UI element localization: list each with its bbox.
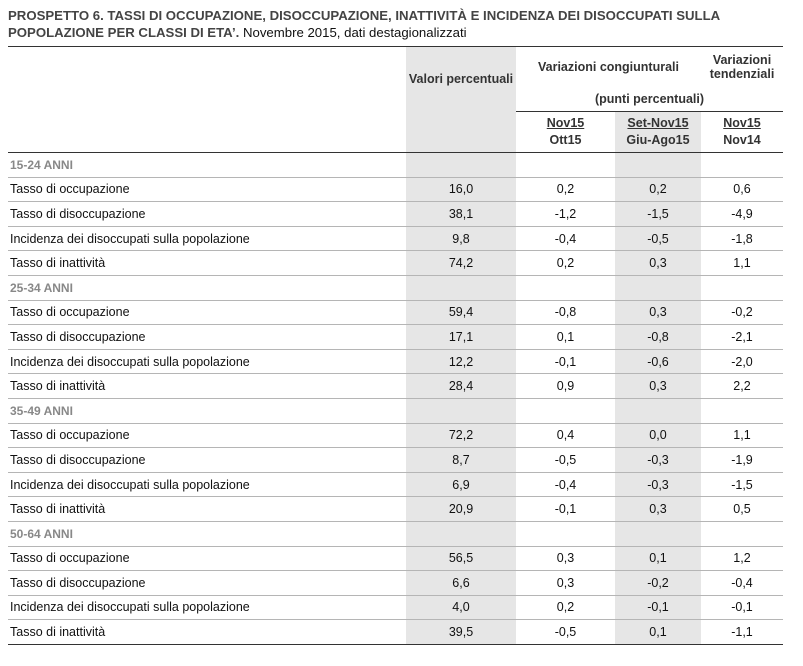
table-row <box>8 472 783 497</box>
value-cell: 0,6 <box>701 177 783 202</box>
value-cell: 0,3 <box>615 300 701 325</box>
value-cell: -1,5 <box>615 202 701 227</box>
data-table <box>8 46 783 645</box>
value-cell: -0,6 <box>615 349 701 374</box>
value-cell: 4,0 <box>406 595 516 620</box>
value-cell: -4,9 <box>701 202 783 227</box>
value-cell: 72,2 <box>406 423 516 448</box>
table-row <box>8 620 783 645</box>
value-cell: -1,1 <box>701 620 783 645</box>
row-label: Incidenza dei disoccupati sulla popolazione <box>8 595 406 620</box>
table-row <box>8 448 783 473</box>
table-body <box>8 153 783 645</box>
section-spacer-cell <box>615 398 701 423</box>
row-label: Tasso di inattività <box>8 251 406 276</box>
header-tendenziali: Variazioni tendenziali <box>701 47 783 88</box>
value-cell: -1,5 <box>701 472 783 497</box>
section-spacer-cell <box>516 521 615 546</box>
table-row <box>8 374 783 399</box>
value-cell: 39,5 <box>406 620 516 645</box>
value-cell: 17,1 <box>406 325 516 350</box>
header-punti: (punti percentuali) <box>594 92 705 106</box>
value-cell: -0,1 <box>516 349 615 374</box>
value-cell: 0,5 <box>701 497 783 522</box>
section-spacer-cell <box>406 153 516 178</box>
section-spacer-cell <box>516 398 615 423</box>
value-cell: 0,2 <box>516 177 615 202</box>
table-row <box>8 423 783 448</box>
value-cell: 12,2 <box>406 349 516 374</box>
row-label: Tasso di occupazione <box>8 300 406 325</box>
section-spacer-cell <box>701 275 783 300</box>
section-row <box>8 153 783 178</box>
value-cell: -0,2 <box>615 571 701 596</box>
value-cell: -0,1 <box>516 497 615 522</box>
section-spacer-cell <box>701 153 783 178</box>
value-cell: 1,1 <box>701 251 783 276</box>
value-cell: 8,7 <box>406 448 516 473</box>
value-cell: -1,9 <box>701 448 783 473</box>
value-cell: 0,1 <box>516 325 615 350</box>
header-col-setnov-giuago <box>615 112 701 153</box>
value-cell: 0,3 <box>516 546 615 571</box>
title-subtitle: Novembre 2015, dati destagionalizzati <box>242 25 467 40</box>
value-cell: -0,8 <box>516 300 615 325</box>
section-spacer-cell <box>615 521 701 546</box>
value-cell: 0,0 <box>615 423 701 448</box>
value-cell: 0,2 <box>516 251 615 276</box>
table-header <box>8 47 783 153</box>
section-spacer-cell <box>406 275 516 300</box>
value-cell: -1,8 <box>701 226 783 251</box>
value-cell: 0,3 <box>615 374 701 399</box>
section-row <box>8 398 783 423</box>
value-cell: -0,4 <box>701 571 783 596</box>
value-cell: 0,9 <box>516 374 615 399</box>
header-c2-top: Set-Nov15 <box>627 116 689 130</box>
header-valori-label: Valori percentuali <box>408 72 514 87</box>
value-cell: -1,2 <box>516 202 615 227</box>
table-row <box>8 546 783 571</box>
value-cell: 0,1 <box>615 546 701 571</box>
table-row <box>8 251 783 276</box>
row-label: Tasso di occupazione <box>8 177 406 202</box>
section-spacer-cell <box>701 398 783 423</box>
title-bold: PROSPETTO 6. TASSI DI OCCUPAZIONE, DISOCCUPAZIONE, INATTIVITÀ E INCIDENZA DEI DISOCCUPATI SULLA POPOLAZIONE PER CLASSI DI ETA’. <box>8 8 720 40</box>
section-spacer-cell <box>406 398 516 423</box>
row-label: Tasso di disoccupazione <box>8 202 406 227</box>
value-cell: 0,3 <box>615 497 701 522</box>
value-cell: 56,5 <box>406 546 516 571</box>
value-cell: -0,1 <box>615 595 701 620</box>
header-c3-bottom: Nov14 <box>723 133 761 147</box>
row-label: Tasso di occupazione <box>8 423 406 448</box>
header-col-nov15-ott15 <box>516 112 615 153</box>
value-cell: -0,1 <box>701 595 783 620</box>
table-row <box>8 226 783 251</box>
value-cell: 59,4 <box>406 300 516 325</box>
table-row <box>8 571 783 596</box>
table-title <box>8 7 798 41</box>
row-label: Tasso di disoccupazione <box>8 325 406 350</box>
section-heading: 50-64 ANNI <box>8 521 406 546</box>
value-cell: 0,2 <box>516 595 615 620</box>
value-cell: -0,5 <box>516 620 615 645</box>
section-spacer-cell <box>406 521 516 546</box>
row-label: Incidenza dei disoccupati sulla popolazione <box>8 226 406 251</box>
header-empty-cell <box>8 47 406 153</box>
section-spacer-cell <box>516 153 615 178</box>
row-label: Incidenza dei disoccupati sulla popolazione <box>8 472 406 497</box>
section-heading: 25-34 ANNI <box>8 275 406 300</box>
header-c1-top: Nov15 <box>546 116 585 130</box>
value-cell: -2,1 <box>701 325 783 350</box>
value-cell: -0,8 <box>615 325 701 350</box>
table-row <box>8 349 783 374</box>
header-congiunturali: Variazioni congiunturali <box>516 47 701 88</box>
value-cell: 0,3 <box>516 571 615 596</box>
value-cell: -0,2 <box>701 300 783 325</box>
row-label: Tasso di inattività <box>8 497 406 522</box>
value-cell: 0,4 <box>516 423 615 448</box>
section-spacer-cell <box>615 275 701 300</box>
section-spacer-cell <box>516 275 615 300</box>
section-row <box>8 275 783 300</box>
header-valori-spacer <box>406 112 516 153</box>
value-cell: -0,4 <box>516 472 615 497</box>
section-heading: 15-24 ANNI <box>8 153 406 178</box>
section-spacer-cell <box>615 153 701 178</box>
value-cell: 16,0 <box>406 177 516 202</box>
header-c3-top: Nov15 <box>723 116 761 130</box>
value-cell: -0,3 <box>615 448 701 473</box>
value-cell: 0,3 <box>615 251 701 276</box>
value-cell: 0,2 <box>615 177 701 202</box>
value-cell: -2,0 <box>701 349 783 374</box>
value-cell: 20,9 <box>406 497 516 522</box>
header-col-nov15-nov14 <box>701 112 783 153</box>
value-cell: -0,5 <box>516 448 615 473</box>
section-heading: 35-49 ANNI <box>8 398 406 423</box>
row-label: Tasso di disoccupazione <box>8 448 406 473</box>
value-cell: 28,4 <box>406 374 516 399</box>
section-row <box>8 521 783 546</box>
value-cell: 38,1 <box>406 202 516 227</box>
value-cell: -0,3 <box>615 472 701 497</box>
value-cell: 1,2 <box>701 546 783 571</box>
table-row <box>8 595 783 620</box>
value-cell: -0,5 <box>615 226 701 251</box>
table-row <box>8 300 783 325</box>
row-label: Tasso di occupazione <box>8 546 406 571</box>
row-label: Incidenza dei disoccupati sulla popolazione <box>8 349 406 374</box>
header-c2-bottom: Giu-Ago15 <box>626 133 690 147</box>
header-c1-bottom: Ott15 <box>549 133 582 147</box>
row-label: Tasso di disoccupazione <box>8 571 406 596</box>
value-cell: 1,1 <box>701 423 783 448</box>
row-label: Tasso di inattività <box>8 620 406 645</box>
section-spacer-cell <box>701 521 783 546</box>
row-label: Tasso di inattività <box>8 374 406 399</box>
table-row <box>8 202 783 227</box>
value-cell: 74,2 <box>406 251 516 276</box>
value-cell: 6,6 <box>406 571 516 596</box>
value-cell: -0,4 <box>516 226 615 251</box>
table-row <box>8 177 783 202</box>
value-cell: 6,9 <box>406 472 516 497</box>
value-cell: 9,8 <box>406 226 516 251</box>
value-cell: 0,1 <box>615 620 701 645</box>
table-row <box>8 325 783 350</box>
table-row <box>8 497 783 522</box>
header-valori <box>406 47 516 112</box>
value-cell: 2,2 <box>701 374 783 399</box>
